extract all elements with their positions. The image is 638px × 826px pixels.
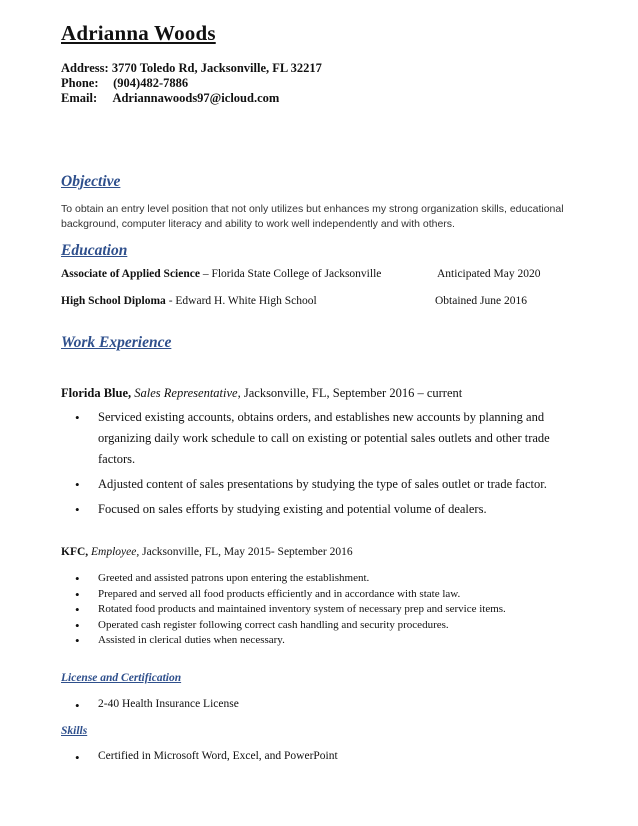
bullet-icon: • [75,633,80,648]
separator: – [199,268,212,280]
list-item: • Prepared and served all food products efficiently and in accordance with state law. [75,586,461,602]
email-line [61,91,279,106]
degree-name: Associate of Applied Science [61,268,200,280]
email-value[interactable]: Adriannawoods97@icloud.com [112,91,280,105]
license-list [61,698,239,713]
job-role: Sales Representative, [134,386,241,400]
education-date: Anticipated May 2020 [437,268,541,280]
list-item: • Serviced existing accounts, obtains orders, and establishes new accounts by planning and organizing daily work schedule to call on existing or potential sales outlets and other trade factors. [61,407,571,470]
list-item: • Greeted and assisted patrons upon entering the establishment. [75,571,370,586]
job-details: Jacksonville, FL, May 2015- September 2016 [142,546,353,558]
list-item: • Assisted in clerical duties when necessary. [75,633,285,648]
bullet-icon: • [75,477,80,492]
job-bullet-list [61,571,581,649]
list-item: • 2-40 Health Insurance License [75,698,239,713]
bullet-icon: • [75,698,80,713]
education-entry [61,268,381,280]
address-line [61,61,322,76]
school-name: Florida State College of Jacksonville [211,268,382,280]
school-name: Edward H. White High School [175,295,317,307]
education-entry [61,295,317,307]
bullet-icon: • [75,617,80,633]
list-item: • Rotated food products and maintained inventory system of necessary prep and service items. [75,602,506,617]
objective-heading: Objective [61,173,121,190]
list-item: • Focused on sales efforts by studying existing and potential volume of dealers. [61,499,571,520]
phone-label: Phone: [61,76,99,90]
company-name: KFC, [61,546,89,558]
job-header [61,546,353,558]
address-label: Address: [61,61,109,75]
bullet-icon: • [75,410,80,425]
education-date: Obtained June 2016 [435,295,527,307]
job-header [61,386,462,401]
bullet-icon: • [75,586,80,602]
phone-line [61,76,188,91]
applicant-name: Adrianna Woods [61,21,216,45]
license-heading: License and Certification [61,672,182,684]
company-name: Florida Blue, [61,386,132,400]
education-heading: Education [61,242,128,259]
job-role: Employee, [91,546,140,558]
separator: - [165,295,176,307]
work-experience-heading: Work Experience [61,334,172,351]
email-label: Email: [61,91,98,105]
bullet-icon: • [75,502,80,517]
objective-text: To obtain an entry level position that not only utilizes but enhances my strong organization skills, educational background, computer literacy and ability to work well independently and with others. [61,203,564,230]
degree-name: High School Diploma [61,295,166,307]
bullet-icon: • [75,571,80,586]
job-details: Jacksonville, FL, September 2016 – current [243,386,463,400]
address-value: 3770 Toledo Rd, Jacksonville, FL 32217 [111,61,322,75]
list-item: • Adjusted content of sales presentations by studying the type of sales outlet or trade factor. [61,474,571,495]
bullet-icon: • [75,750,80,765]
skills-heading: Skills [61,725,88,737]
list-item: • Certified in Microsoft Word, Excel, and PowerPoint [75,750,338,765]
bullet-icon: • [75,602,80,617]
skills-list [61,750,338,765]
job-bullet-list [61,407,571,524]
phone-value: (904)482-7886 [113,76,189,90]
list-item: • Operated cash register following correct cash handling and security procedures. [75,617,449,633]
